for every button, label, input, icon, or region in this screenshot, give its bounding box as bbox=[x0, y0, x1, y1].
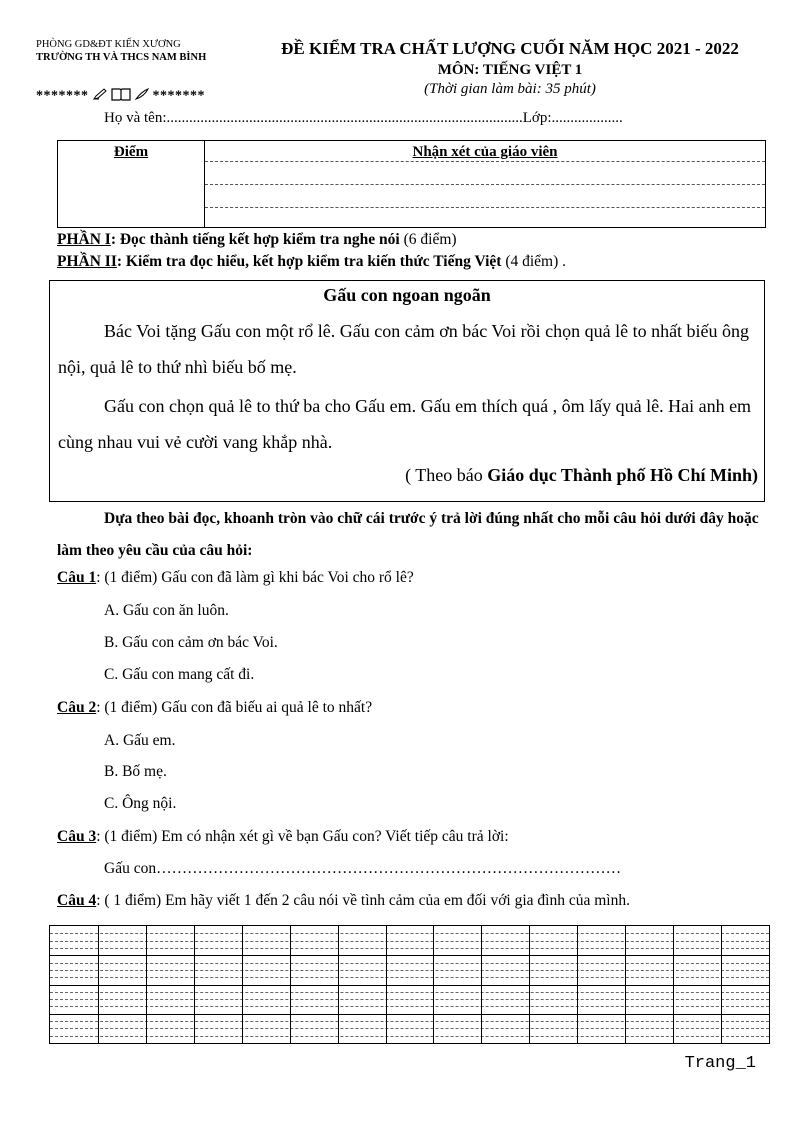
comment-line bbox=[205, 161, 765, 162]
name-class-line bbox=[104, 110, 623, 127]
writing-grid[interactable] bbox=[49, 925, 770, 1044]
grid-column-line bbox=[98, 926, 99, 1043]
department-name: PHÒNG GD&ĐT KIẾN XƯƠNG bbox=[36, 39, 181, 50]
question-1-option-b[interactable]: B. Gấu con cảm ơn bác Voi. bbox=[104, 634, 278, 651]
story-source-prefix: ( Theo báo bbox=[405, 465, 488, 485]
subject-line: MÔN: TIẾNG VIỆT 1 bbox=[437, 62, 583, 78]
question-2-text: : (1 điểm) Gấu con đã biếu ai quả lê to nhất? bbox=[96, 699, 373, 716]
question-2-option-b[interactable]: B. Bố mẹ. bbox=[104, 763, 167, 780]
exam-title: ĐỀ KIỂM TRA CHẤT LƯỢNG CUỐI NĂM HỌC 2021 - 2022 bbox=[281, 39, 739, 58]
grid-guide-line bbox=[50, 963, 769, 964]
grid-column-line bbox=[433, 926, 434, 1043]
class-label: Lớp: bbox=[522, 110, 552, 126]
grid-column-line bbox=[386, 926, 387, 1043]
pen-icon bbox=[93, 88, 107, 105]
part-2-text: : Kiểm tra đọc hiểu, kết hợp kiểm tra kiến thức Tiếng Việt bbox=[116, 253, 502, 270]
grid-column-line bbox=[625, 926, 626, 1043]
part-2-points: (4 điểm) . bbox=[501, 253, 567, 270]
grid-column-line bbox=[242, 926, 243, 1043]
comment-label: Nhận xét của giáo viên bbox=[412, 144, 558, 160]
score-table bbox=[57, 140, 766, 228]
part-2-line bbox=[57, 253, 566, 271]
question-2-option-a[interactable]: A. Gấu em. bbox=[104, 732, 176, 749]
grid-column-line bbox=[673, 926, 674, 1043]
question-3 bbox=[57, 828, 509, 846]
quill-icon bbox=[135, 88, 149, 105]
story-paragraph-2: Gấu con chọn quả lê to thứ ba cho Gấu em. Gấu em thích quá , ôm lấy quả lê. Hai anh em cùng nhau vui vẻ cười vang khắp nhà. bbox=[58, 396, 752, 452]
question-4-label: Câu 4 bbox=[57, 892, 97, 909]
comment-line bbox=[205, 184, 765, 185]
question-1-option-a[interactable]: A. Gấu con ăn luôn. bbox=[104, 602, 229, 619]
grid-guide-line bbox=[50, 933, 769, 934]
question-3-label: Câu 3 bbox=[57, 828, 97, 845]
book-icon bbox=[111, 87, 131, 106]
instruction-text: Dựa theo bài đọc, khoanh tròn vào chữ cái trước ý trả lời đúng nhất cho mỗi câu hỏi dưới đây hoặc làm theo yêu cầu của câu hỏi: bbox=[57, 510, 759, 559]
grid-row-line bbox=[50, 955, 769, 956]
grid-column-line bbox=[529, 926, 530, 1043]
story-source bbox=[405, 465, 758, 486]
class-blank[interactable]: ................... bbox=[551, 110, 623, 126]
question-1-label: Câu 1 bbox=[57, 569, 97, 586]
question-3-text: : (1 điểm) Em có nhận xét gì về bạn Gấu con? Viết tiếp câu trả lời: bbox=[96, 828, 509, 845]
grid-guide-line bbox=[50, 941, 769, 942]
grid-guide-line bbox=[50, 1006, 769, 1007]
grid-column-line bbox=[290, 926, 291, 1043]
grid-guide-line bbox=[50, 1036, 769, 1037]
time-limit: (Thời gian làm bài: 35 phút) bbox=[424, 81, 596, 97]
grid-row-line bbox=[50, 985, 769, 986]
stars-divider bbox=[36, 87, 246, 106]
comment-cell[interactable] bbox=[205, 141, 766, 228]
question-2-label: Câu 2 bbox=[57, 699, 97, 716]
story-source-name: Giáo dục Thành phố Hồ Chí Minh) bbox=[487, 465, 758, 485]
header-right bbox=[250, 38, 770, 98]
grid-guide-line bbox=[50, 977, 769, 978]
grid-column-line bbox=[194, 926, 195, 1043]
part-2-label: PHẦN II bbox=[57, 253, 117, 270]
name-blank[interactable]: ............................................................................................... bbox=[166, 110, 523, 126]
grid-guide-line bbox=[50, 1021, 769, 1022]
story-paragraph-1: Bác Voi tặng Gấu con một rổ lê. Gấu con cảm ơn bác Voi rồi chọn quả lê to nhất biếu ông nội, quả lê to thứ nhì biếu bố mẹ. bbox=[58, 321, 750, 377]
story-box bbox=[49, 280, 765, 502]
name-label: Họ và tên: bbox=[104, 110, 167, 126]
question-1 bbox=[57, 569, 414, 587]
grid-column-line bbox=[146, 926, 147, 1043]
header-left bbox=[36, 38, 246, 106]
question-2 bbox=[57, 699, 372, 717]
grid-guide-line bbox=[50, 992, 769, 993]
page-number: Trang_1 bbox=[684, 1054, 756, 1073]
stars-right: ******* bbox=[152, 88, 205, 104]
grid-row-line bbox=[50, 1014, 769, 1015]
grid-column-line bbox=[481, 926, 482, 1043]
question-2-option-c[interactable]: C. Ông nội. bbox=[104, 795, 177, 812]
grid-column-line bbox=[721, 926, 722, 1043]
part-1-points: (6 điểm) bbox=[399, 231, 457, 248]
question-1-text: : (1 điểm) Gấu con đã làm gì khi bác Voi cho rổ lê? bbox=[96, 569, 414, 586]
question-1-option-c[interactable]: C. Gấu con mang cất đi. bbox=[104, 666, 255, 683]
story-title: Gấu con ngoan ngoãn bbox=[323, 285, 491, 305]
question-4 bbox=[57, 892, 630, 910]
grid-guide-line bbox=[50, 1028, 769, 1029]
score-cell[interactable] bbox=[58, 141, 205, 228]
question-3-answer-line[interactable]: Gấu con……………………………………………………………………………… bbox=[104, 860, 622, 877]
school-name: TRƯỜNG TH VÀ THCS NAM BÌNH bbox=[36, 52, 207, 63]
grid-column-line bbox=[338, 926, 339, 1043]
part-1-text: : Đọc thành tiếng kết hợp kiểm tra nghe nói bbox=[110, 231, 400, 248]
grid-guide-line bbox=[50, 999, 769, 1000]
part-1-label: PHẦN I bbox=[57, 231, 111, 248]
comment-line bbox=[205, 207, 765, 208]
grid-guide-line bbox=[50, 948, 769, 949]
question-4-text: : ( 1 điểm) Em hãy viết 1 đến 2 câu nói về tình cảm của em đối với gia đình của mình. bbox=[96, 892, 630, 909]
grid-column-line bbox=[577, 926, 578, 1043]
part-1-line bbox=[57, 231, 457, 249]
grid-guide-line bbox=[50, 970, 769, 971]
score-label: Điểm bbox=[113, 144, 149, 160]
stars-left: ******* bbox=[36, 88, 89, 104]
